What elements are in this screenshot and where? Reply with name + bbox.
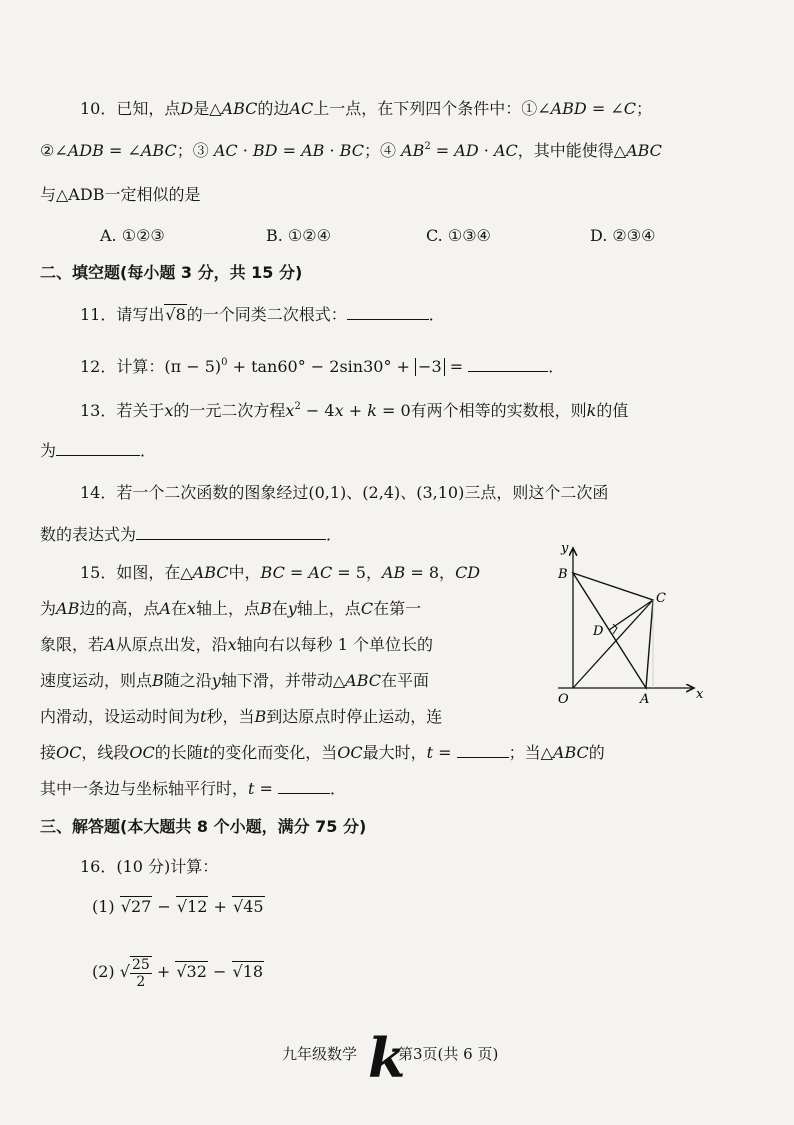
q13-line-1: 13．若关于x的一元二次方程$x^2 - 4x + k = 0$有两个相等的实数根，则k的值 (80, 401, 629, 420)
q15-line-7: 其中一条边与坐标轴平行时，t = ． (40, 779, 347, 798)
q13-line-2: 为 ． (40, 441, 157, 460)
label-d: D (593, 624, 604, 639)
triangle-abc (573, 573, 653, 688)
q10-line-3: 与△ADB一定相似的是 (40, 185, 201, 204)
q15-line-6: 接OC，线段OC的长随t的变化而变化，当OC最大时，t = ；当△ABC的 (40, 743, 605, 762)
label-c: C (656, 591, 666, 606)
section-3-heading: 三、解答题(本大题共 8 个小题，满分 75 分) (40, 817, 367, 836)
q15-coordinate-figure (548, 540, 708, 710)
label-y: y (561, 541, 569, 556)
q16-part-2: (2) √ $\frac{25}{2}$ + √32 − √18 (92, 956, 264, 990)
q15-line-5: 内滑动，设运动时间为t秒，当B到达原点时停止运动，连 (40, 707, 443, 726)
watermark-k: k (368, 1026, 406, 1090)
footer-subject: 九年级数学 (282, 1045, 358, 1063)
q15-line-3: 象限，若A从原点出发，沿x轴向右以每秒 1 个单位长的 (40, 635, 433, 654)
q14-line-2: 数的表达式为 ． (40, 525, 343, 544)
q10-line-1: 10．已知，点D是△ABC的边AC上一点，在下列四个条件中：①∠ABD = ∠C； (80, 99, 652, 118)
q10-option-d: D. ②③④ (590, 226, 656, 245)
label-b: B (558, 567, 568, 582)
q11-text: 11．请写出√8的一个同类二次根式： ． (80, 305, 445, 324)
segment-oc (573, 600, 653, 688)
q15-line-4: 速度运动，则点B随之沿y轴下滑，并带动△ABC在平面 (40, 671, 430, 690)
q10-option-c: C. ①③④ (426, 226, 491, 245)
q12-text: 12．计算：$(\pi - 5)^0 + \tan 60^\circ - 2\sin 30^\circ + -3$ = ． (80, 357, 565, 376)
q10-option-b: B. ①②④ (266, 226, 331, 245)
label-a: A (640, 692, 650, 707)
q16-part-1: (1) √27 − √12 + √45 (92, 897, 264, 916)
label-x: x (696, 687, 704, 702)
section-2-heading: 二、填空题(每小题 3 分，共 15 分) (40, 263, 303, 282)
altitude-cd (609, 600, 653, 630)
q10-line-2: ②∠ADB = ∠ABC；③ AC · BD = AB · BC；④ $AB^2$ = AD · AC，其中能使得△ABC (40, 141, 662, 160)
q15-line-1: 15．如图，在△ABC中，BC = AC = 5，AB = 8，CD (80, 563, 481, 582)
footer-page: 第3页(共 6 页) (398, 1045, 499, 1063)
q15-line-2: 为AB边的高，点A在x轴上，点B在y轴上，点C在第一 (40, 599, 422, 618)
q14-line-1: 14．若一个二次函数的图象经过(0,1)、(2,4)、(3,10)三点，则这个二次函 (80, 483, 609, 502)
label-o: O (558, 692, 569, 707)
q16-title: 16．(10 分)计算： (80, 857, 219, 876)
q10-option-a: A. ①②③ (100, 226, 165, 245)
